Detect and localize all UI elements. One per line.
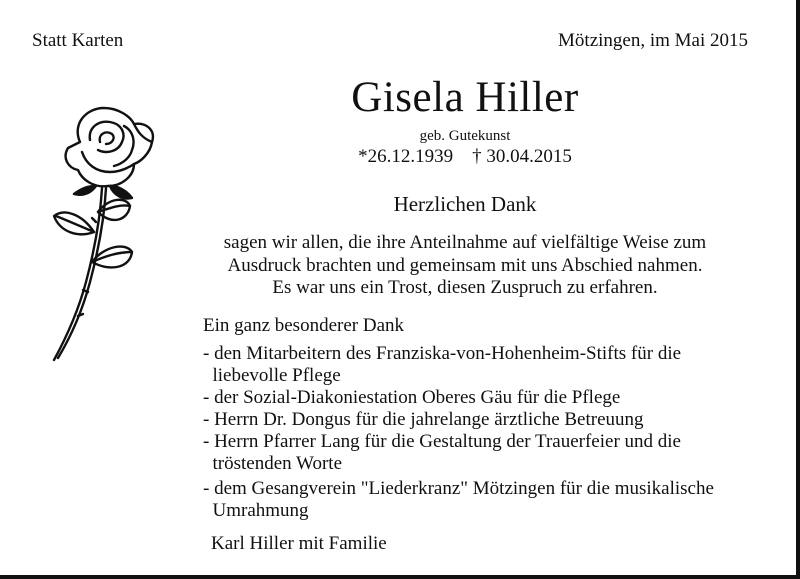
special-line-3: - der Sozial-Diakoniestation Oberes Gäu für die Pflege (203, 387, 621, 408)
special-thanks-heading: Ein ganz besonderer Dank (203, 315, 405, 336)
header-left: Statt Karten (32, 30, 124, 51)
thanks-heading: Herzlichen Dank (393, 192, 537, 216)
deceased-name: Gisela Hiller (351, 74, 579, 121)
special-line-2: liebevolle Pflege (203, 365, 341, 386)
special-line-6: tröstenden Worte (203, 453, 343, 474)
special-line-7: - dem Gesangverein "Liederkranz" Mötzingen für die musikalische (203, 478, 714, 499)
special-line-1: - den Mitarbeitern des Franziska-von-Hohenheim-Stifts für die (203, 343, 682, 364)
thanks-line-2: Ausdruck brachten und gemeinsam mit uns Abschied nahmen. (227, 255, 703, 276)
header-right: Mötzingen, im Mai 2015 (558, 30, 748, 51)
special-line-4: - Herrn Dr. Dongus für die jahrelange ärztliche Betreuung (203, 409, 644, 430)
maiden-name: geb. Gutekunst (419, 128, 511, 144)
special-line-5: - Herrn Pfarrer Lang für die Gestaltung der Trauerfeier und die (203, 431, 681, 452)
life-dates: *26.12.1939 † 30.04.2015 (358, 146, 572, 167)
thanks-line-1: sagen wir allen, die ihre Anteilnahme auf vielfältige Weise zum (223, 232, 707, 253)
thanks-line-3: Es war uns ein Trost, diesen Zuspruch zu erfahren. (272, 277, 658, 298)
signature: Karl Hiller mit Familie (211, 533, 387, 554)
special-line-8: Umrahmung (203, 500, 309, 521)
